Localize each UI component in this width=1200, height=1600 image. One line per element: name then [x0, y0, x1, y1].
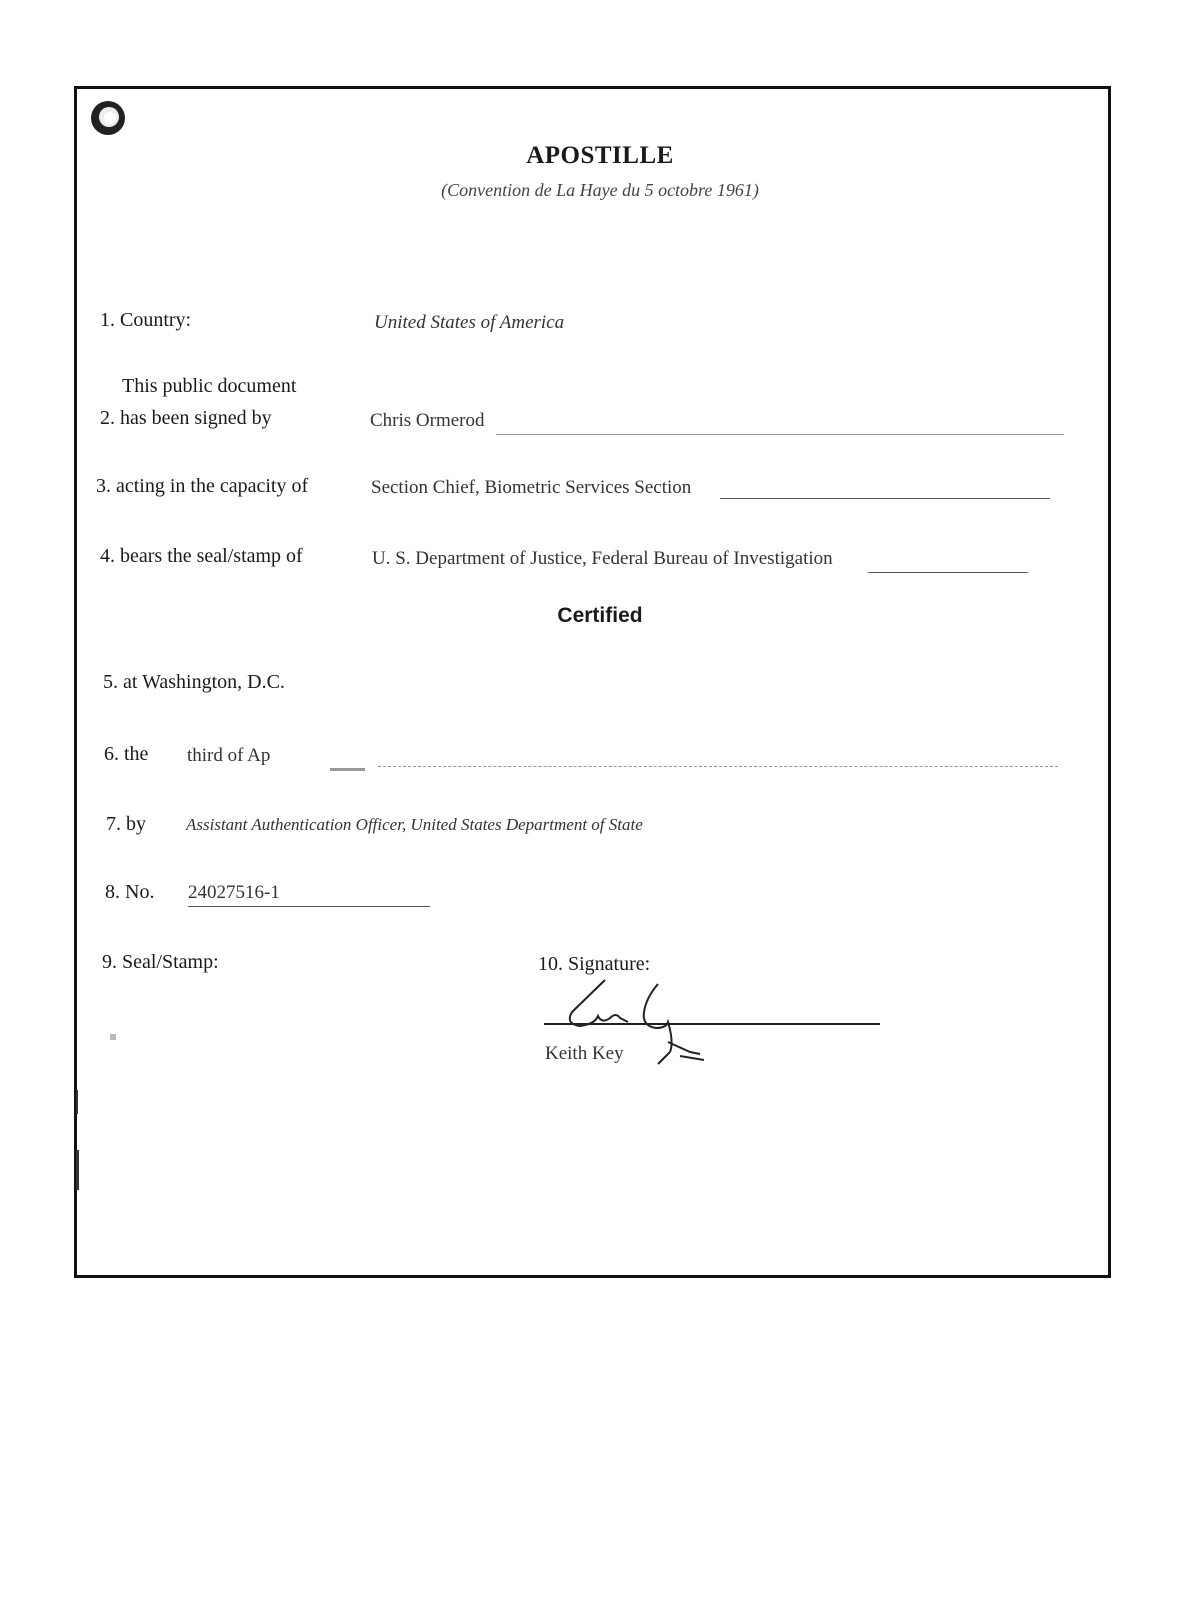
seal-stamp-label: 9. Seal/Stamp:: [102, 951, 219, 973]
signer-name: Keith Key: [545, 1043, 624, 1064]
seal-value: U. S. Department of Justice, Federal Bureau of Investigation: [372, 548, 833, 569]
country-label: 1. Country:: [100, 309, 192, 331]
by-value: Assistant Authentication Officer, United States Department of State: [186, 815, 643, 834]
certified-heading: Certified: [557, 604, 643, 627]
signature-line: [544, 1023, 880, 1025]
seal-label: 4. bears the seal/stamp of: [100, 545, 303, 567]
capacity-label: 3. acting in the capacity of: [96, 475, 309, 497]
scan-mark: [76, 1090, 78, 1114]
place-label: 5. at Washington, D.C.: [103, 671, 285, 693]
scan-mark: [76, 1150, 79, 1190]
scan-mark: [110, 1034, 116, 1040]
date-underline: [378, 766, 1058, 767]
capacity-underline: [720, 498, 1050, 499]
handwritten-signature: [550, 972, 720, 1082]
signed-value: Chris Ormerod: [370, 410, 485, 431]
date-value: third of Ap: [187, 745, 271, 766]
signed-intro: This public document: [122, 375, 297, 397]
country-value: United States of America: [374, 312, 565, 333]
document-title: APOSTILLE: [526, 142, 674, 169]
number-label: 8. No.: [105, 881, 155, 903]
signature-label: 10. Signature:: [538, 953, 651, 975]
seal-underline: [868, 572, 1028, 573]
capacity-value: Section Chief, Biometric Services Section: [371, 477, 692, 498]
signed-underline: [496, 434, 1064, 435]
number-underline: [188, 906, 430, 907]
date-label: 6. the: [104, 743, 149, 765]
punch-hole-icon: [88, 98, 128, 138]
number-value: 24027516-1: [188, 882, 280, 903]
date-mark: [330, 768, 365, 771]
signed-label: 2. has been signed by: [100, 407, 272, 429]
document-subtitle: (Convention de La Haye du 5 octobre 1961): [441, 180, 759, 200]
by-label: 7. by: [106, 813, 146, 835]
